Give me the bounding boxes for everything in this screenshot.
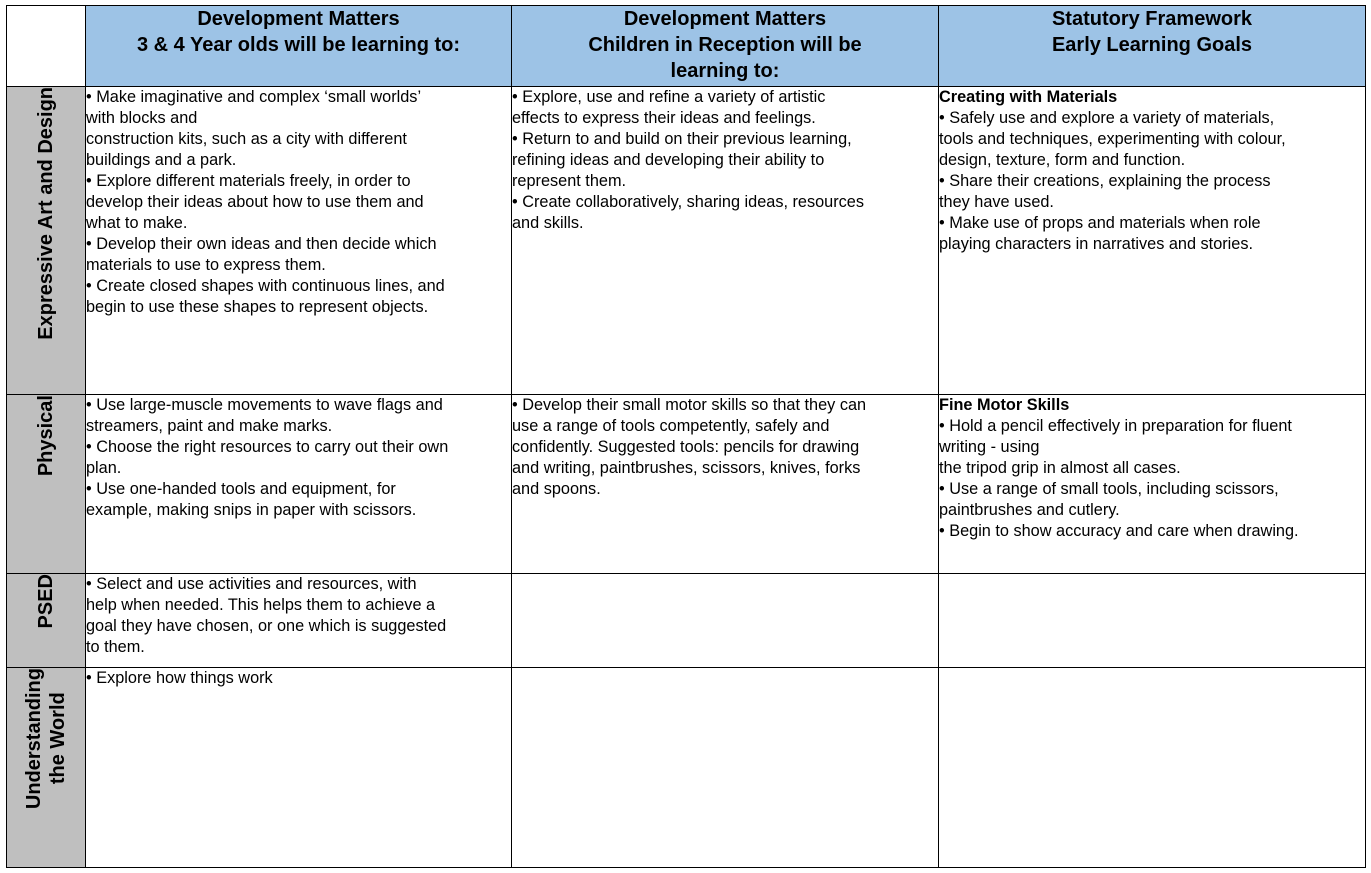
cell-text-line: • Use a range of small tools, including scissors, [939,480,1279,498]
content-cell-col1 [86,395,512,574]
area-row [7,668,1366,868]
cell-text-line: • Explore how things work [86,669,273,687]
header-line: Children in Reception will be [588,34,862,56]
header-3-4-year-olds [86,6,512,87]
header-line: Development Matters [623,8,827,30]
area-label [22,668,70,809]
cell-text-line: refining ideas and developing their ability to [512,151,825,169]
cell-text-line: and writing, paintbrushes, scissors, knives, forks [512,459,861,477]
cell-text-line: help when needed. This helps them to achieve a [86,596,436,614]
cell-text-line: playing characters in narratives and stories. [939,235,1254,253]
cell-text-line: • Hold a pencil effectively in preparation for fluent [939,417,1292,435]
curriculum-table [6,5,1366,868]
area-row [7,87,1366,395]
content-cell-col2 [512,574,939,668]
cell-subheading: Creating with Materials [939,88,1118,106]
cell-text-line: • Use large-muscle movements to wave flags and [86,396,443,414]
content-cell-col1 [86,87,512,395]
cell-text-line: confidently. Suggested tools: pencils for drawing [512,438,860,456]
area-label-line: Physical [35,395,57,477]
cell-text-line: develop their ideas about how to use them and [86,193,424,211]
header-row [7,6,1366,87]
cell-text-line: represent them. [512,172,627,190]
cell-text-line: • Return to and build on their previous learning, [512,130,852,148]
area-label [34,574,58,628]
area-label [34,395,58,476]
header-line: Early Learning Goals [1051,34,1253,56]
content-cell-col2 [512,87,939,395]
area-row [7,574,1366,668]
cell-text-line: to them. [86,638,145,656]
area-label-cell [7,574,86,668]
cell-text-line: • Make imaginative and complex ‘small worlds’ [86,88,422,106]
content-cell-col3 [939,574,1366,668]
area-label-cell [7,395,86,574]
cell-text-line: what to make. [86,214,188,232]
cell-text-line: materials to use to express them. [86,256,326,274]
cell-text-line: the tripod grip in almost all cases. [939,459,1181,477]
area-label-line: Expressive Art and Design [35,87,57,340]
content-cell-col1 [86,574,512,668]
cell-text-line: begin to use these shapes to represent objects. [86,298,429,316]
content-cell-col2 [512,668,939,868]
cell-text-line: with blocks and [86,109,198,127]
cell-text-line: plan. [86,459,122,477]
content-cell-col1 [86,668,512,868]
cell-text-line: • Explore different materials freely, in order to [86,172,411,190]
cell-text-line: • Share their creations, explaining the process [939,172,1271,190]
cell-text-line: streamers, paint and make marks. [86,417,333,435]
cell-text-line: • Explore, use and refine a variety of artistic [512,88,826,106]
area-row [7,395,1366,574]
cell-text-line: effects to express their ideas and feelings. [512,109,816,127]
content-cell-col3 [939,87,1366,395]
area-label-line: the World [47,692,69,785]
cell-text-line: writing - using [939,438,1040,456]
cell-text-line: goal they have chosen, or one which is suggested [86,617,447,635]
header-line: 3 & 4 Year olds will be learning to: [136,34,461,56]
header-early-learning-goals [939,6,1366,87]
header-line: learning to: [670,60,780,82]
area-label [34,87,58,340]
cell-text-line: they have used. [939,193,1054,211]
cell-text-line: and spoons. [512,480,601,498]
content-cell-col2 [512,395,939,574]
content-cell-col3 [939,668,1366,868]
area-label-cell [7,668,86,868]
cell-text-line: • Safely use and explore a variety of materials, [939,109,1275,127]
area-label-line: Understanding [23,668,45,810]
cell-text-line: • Use one-handed tools and equipment, for [86,480,396,498]
cell-text-line: construction kits, such as a city with different [86,130,407,148]
header-reception [512,6,939,87]
cell-text-line: design, texture, form and function. [939,151,1186,169]
cell-text-line: buildings and a park. [86,151,237,169]
area-label-cell [7,87,86,395]
cell-text-line: • Select and use activities and resources, with [86,575,417,593]
cell-subheading: Fine Motor Skills [939,396,1070,414]
cell-text-line: and skills. [512,214,584,232]
cell-text-line: • Create collaboratively, sharing ideas, resources [512,193,864,211]
cell-text-line: • Develop their small motor skills so that they can [512,396,867,414]
cell-text-line: • Develop their own ideas and then decide which [86,235,437,253]
cell-text-line: • Choose the right resources to carry out their own [86,438,449,456]
header-line: Development Matters [197,8,400,30]
cell-text-line: • Begin to show accuracy and care when drawing. [939,522,1299,540]
cell-text-line: • Make use of props and materials when role [939,214,1261,232]
header-line: Statutory Framework [1051,8,1253,30]
area-label-line: PSED [35,574,57,629]
cell-text-line: use a range of tools competently, safely and [512,417,830,435]
cell-text-line: paintbrushes and cutlery. [939,501,1120,519]
cell-text-line: tools and techniques, experimenting with colour, [939,130,1286,148]
corner-cell [7,6,86,87]
cell-text-line: • Create closed shapes with continuous lines, and [86,277,445,295]
cell-text-line: example, making snips in paper with scissors. [86,501,417,519]
content-cell-col3 [939,395,1366,574]
